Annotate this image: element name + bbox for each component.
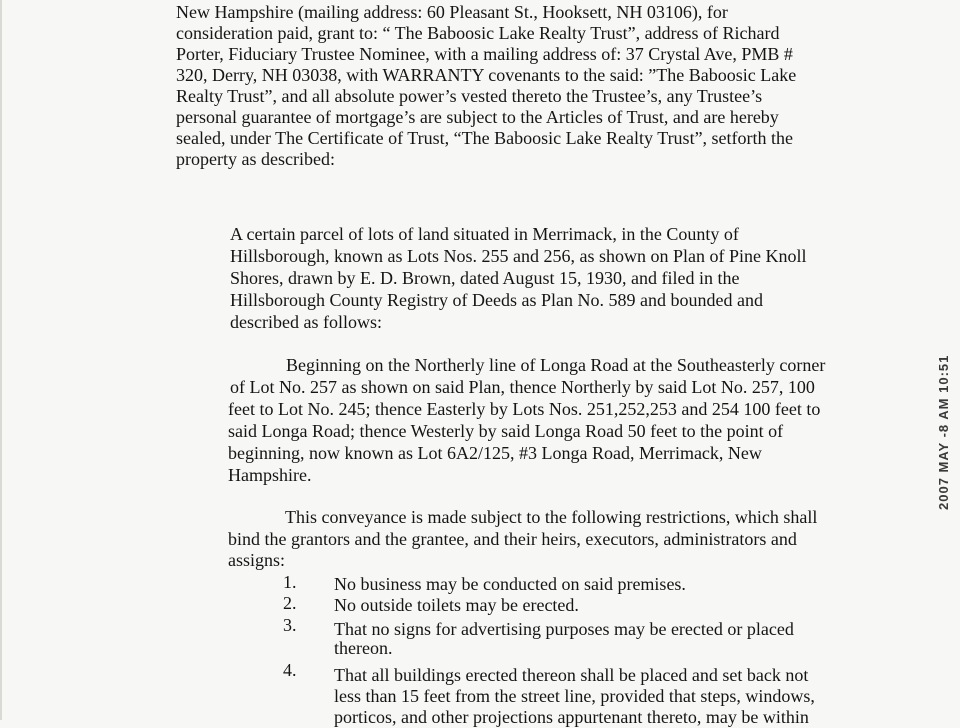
text-line: This conveyance is made subject to the following restrictions, which shall — [285, 507, 818, 527]
list-number: 3. — [283, 615, 297, 635]
list-number: 4. — [283, 660, 297, 680]
text-line: bind the grantors and the grantee, and their heirs, executors, administrators and — [228, 529, 797, 549]
text-line: Porter, Fiduciary Trustee Nominee, with a mailing address of: 37 Crystal Ave, PMB # — [176, 44, 793, 64]
text-line: of Lot No. 257 as shown on said Plan, thence Northerly by said Lot No. 257, 100 — [230, 377, 815, 397]
text-line: Hampshire. — [228, 465, 312, 485]
text-line: said Longa Road; thence Westerly by said Longa Road 50 feet to the point of — [228, 421, 784, 441]
recording-stamp: 2007 MAY -8 AM 10:51 — [936, 354, 951, 510]
text-line: personal guarantee of mortgage’s are subject to the Articles of Trust, and are hereby — [176, 107, 779, 127]
list-item-continued: thereon. — [334, 638, 393, 658]
list-item: That no signs for advertising purposes may be erected or placed — [334, 619, 794, 639]
list-item: No business may be conducted on said premises. — [334, 574, 686, 594]
text-line: feet to Lot No. 245; thence Easterly by Lots Nos. 251,252,253 and 254 100 feet to — [228, 399, 821, 419]
text-line: assigns: — [228, 550, 286, 570]
list-number: 1. — [283, 572, 297, 592]
text-line: described as follows: — [230, 312, 382, 332]
list-item: No outside toilets may be erected. — [334, 595, 579, 615]
scan-edge — [0, 0, 2, 720]
list-number: 2. — [283, 593, 297, 613]
text-line: Realty Trust”, and all absolute power’s vested thereto the Trustee’s, any Trustee’s — [176, 86, 763, 106]
list-item-continued: porticos, and other projections appurtenant thereto, may be within — [334, 707, 809, 727]
text-line: property as described: — [176, 149, 335, 169]
text-line: Shores, drawn by E. D. Brown, dated August 15, 1930, and filed in the — [230, 268, 740, 288]
text-line: Beginning on the Northerly line of Longa Road at the Southeasterly corner — [286, 355, 826, 375]
text-line: New Hampshire (mailing address: 60 Pleasant St., Hooksett, NH 03106), for — [176, 2, 728, 22]
text-line: Hillsborough, known as Lots Nos. 255 and 256, as shown on Plan of Pine Knoll — [230, 246, 807, 266]
list-item: That all buildings erected thereon shall be placed and set back not — [334, 665, 809, 685]
text-line: Hillsborough County Registry of Deeds as Plan No. 589 and bounded and — [230, 290, 763, 310]
text-line: sealed, under The Certificate of Trust, “The Baboosic Lake Realty Trust”, setforth the — [176, 128, 794, 148]
text-line: A certain parcel of lots of land situated in Merrimack, in the County of — [230, 224, 739, 244]
text-line: consideration paid, grant to: “ The Baboosic Lake Realty Trust”, address of Richard — [176, 23, 780, 43]
text-line: beginning, now known as Lot 6A2/125, #3 Longa Road, Merrimack, New — [228, 443, 762, 463]
list-item-continued: less than 15 feet from the street line, provided that steps, windows, — [334, 686, 815, 706]
text-line: 320, Derry, NH 03038, with WARRANTY covenants to the said: ”The Baboosic Lake — [176, 65, 797, 85]
